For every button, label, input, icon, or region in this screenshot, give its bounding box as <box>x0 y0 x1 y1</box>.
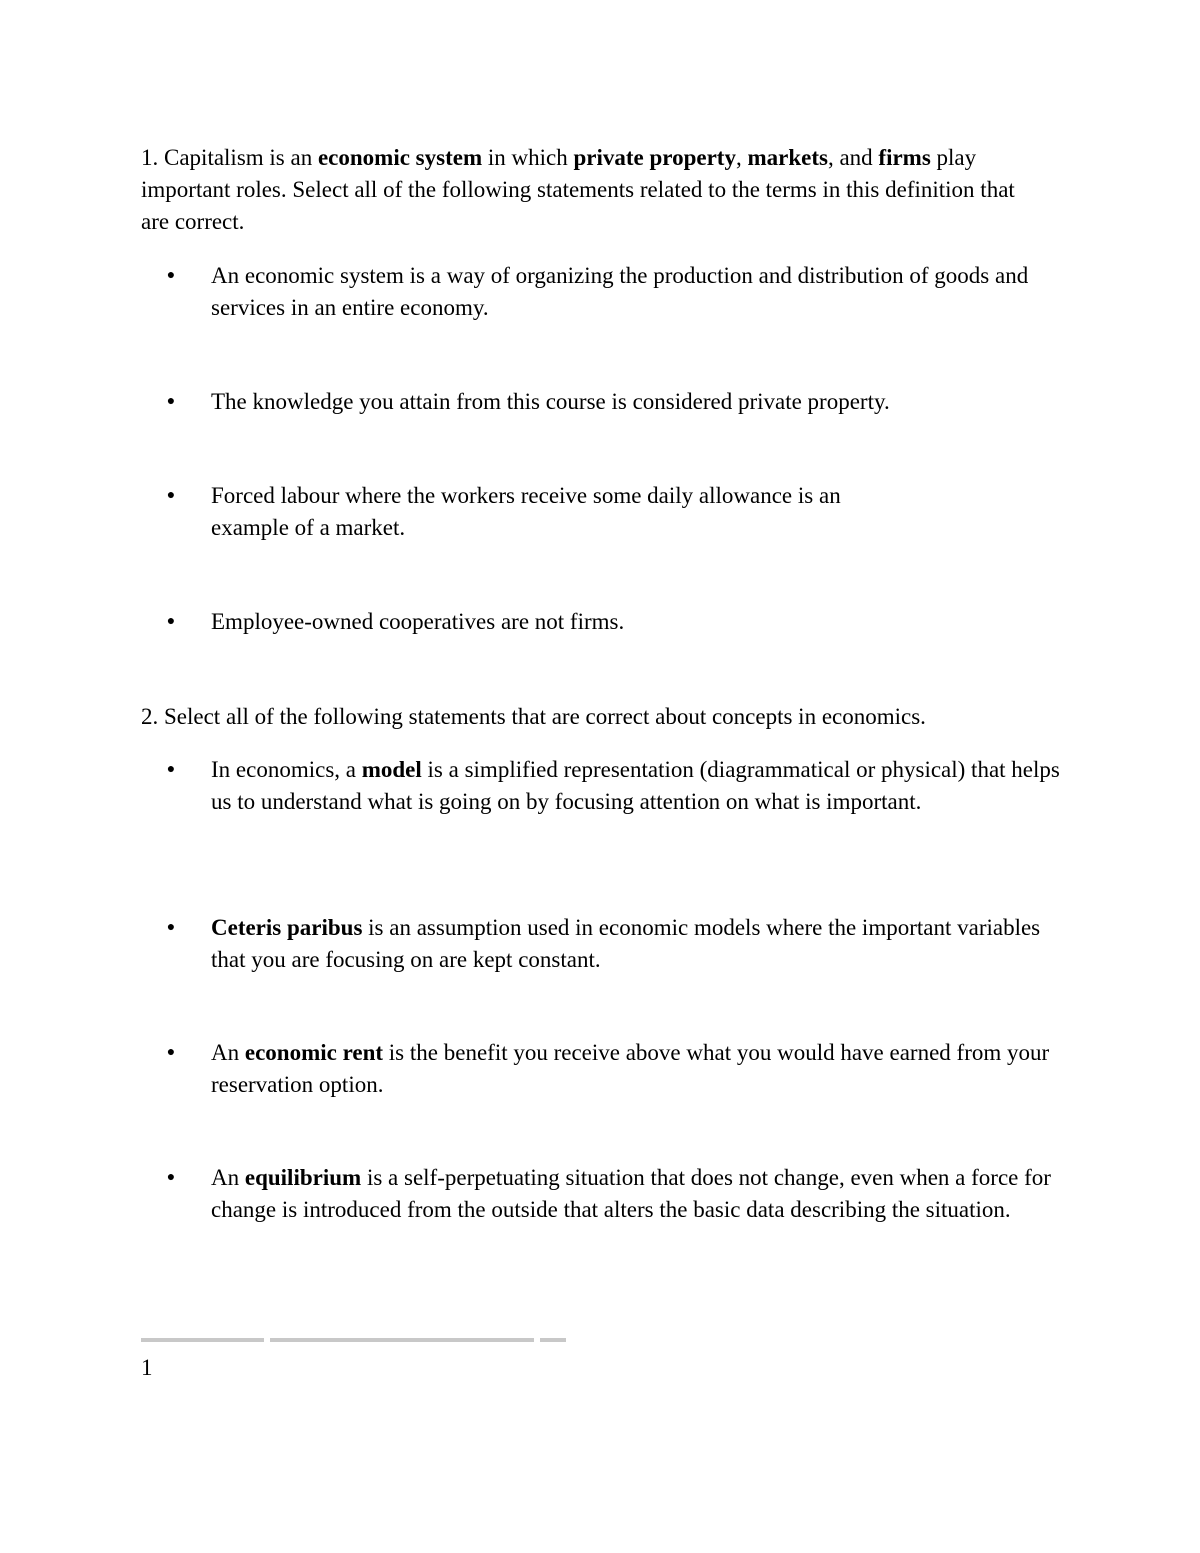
page-number: 1 <box>141 1355 153 1380</box>
q2-bullet-item: ● Ceteris paribus is an assumption used in economic models where the important variables that you are focusing on are kept constant. <box>211 912 1071 976</box>
bullet-icon: ● <box>166 1045 176 1060</box>
bullet-icon: ● <box>166 614 176 629</box>
q2-bullet-item: ● An equilibrium is a self-perpetuating situation that does not change, even when a force for change is introduced from the outside that alters the basic data describing the situation. <box>211 1162 1071 1226</box>
q1-bullet-item: ● The knowledge you attain from this course is considered private property. <box>211 386 1071 418</box>
q1-bullet-item: ● Employee-owned cooperatives are not firms. <box>211 606 1071 638</box>
term-firms: firms <box>878 145 931 170</box>
term-economic-rent: economic rent <box>244 1040 384 1065</box>
bullet-icon: ● <box>166 394 176 409</box>
bullet-icon: ● <box>166 762 176 777</box>
question-1: 1. Capitalism is an economic system in which private property, markets, and firms play important roles. Select all of the following statements related to the terms in this definition that are correct. <box>141 145 1015 234</box>
footer-divider <box>141 1338 264 1342</box>
question-2: 2. Select all of the following statements that are correct about concepts in economics. <box>141 704 926 729</box>
term-markets: markets <box>747 145 828 170</box>
footer-divider <box>270 1338 534 1342</box>
q1-bullet-item: ● An economic system is a way of organizing the production and distribution of goods and services in an entire economy. <box>211 260 1071 324</box>
term-ceteris-paribus: Ceteris paribus <box>211 915 363 940</box>
term-equilibrium: equilibrium <box>244 1165 362 1190</box>
footer-divider <box>540 1338 566 1342</box>
term-private-property: private property <box>573 145 736 170</box>
q1-bullet-item: ● Forced labour where the workers receive some daily allowance is an example of a market. <box>211 480 1071 544</box>
bullet-icon: ● <box>166 268 176 283</box>
q2-bullet-item: ● An economic rent is the benefit you receive above what you would have earned from your reservation option. <box>211 1037 1071 1101</box>
q2-bullet-item: ● In economics, a model is a simplified representation (diagrammatical or physical) that helps us to understand what is going on by focusing attention on what is important. <box>211 754 1071 818</box>
term-model: model <box>361 757 422 782</box>
question-number: 2. <box>141 704 159 729</box>
question-number: 1. <box>141 145 159 170</box>
bullet-icon: ● <box>166 1170 176 1185</box>
bullet-icon: ● <box>166 920 176 935</box>
term-economic-system: economic system <box>317 145 483 170</box>
bullet-icon: ● <box>166 488 176 503</box>
